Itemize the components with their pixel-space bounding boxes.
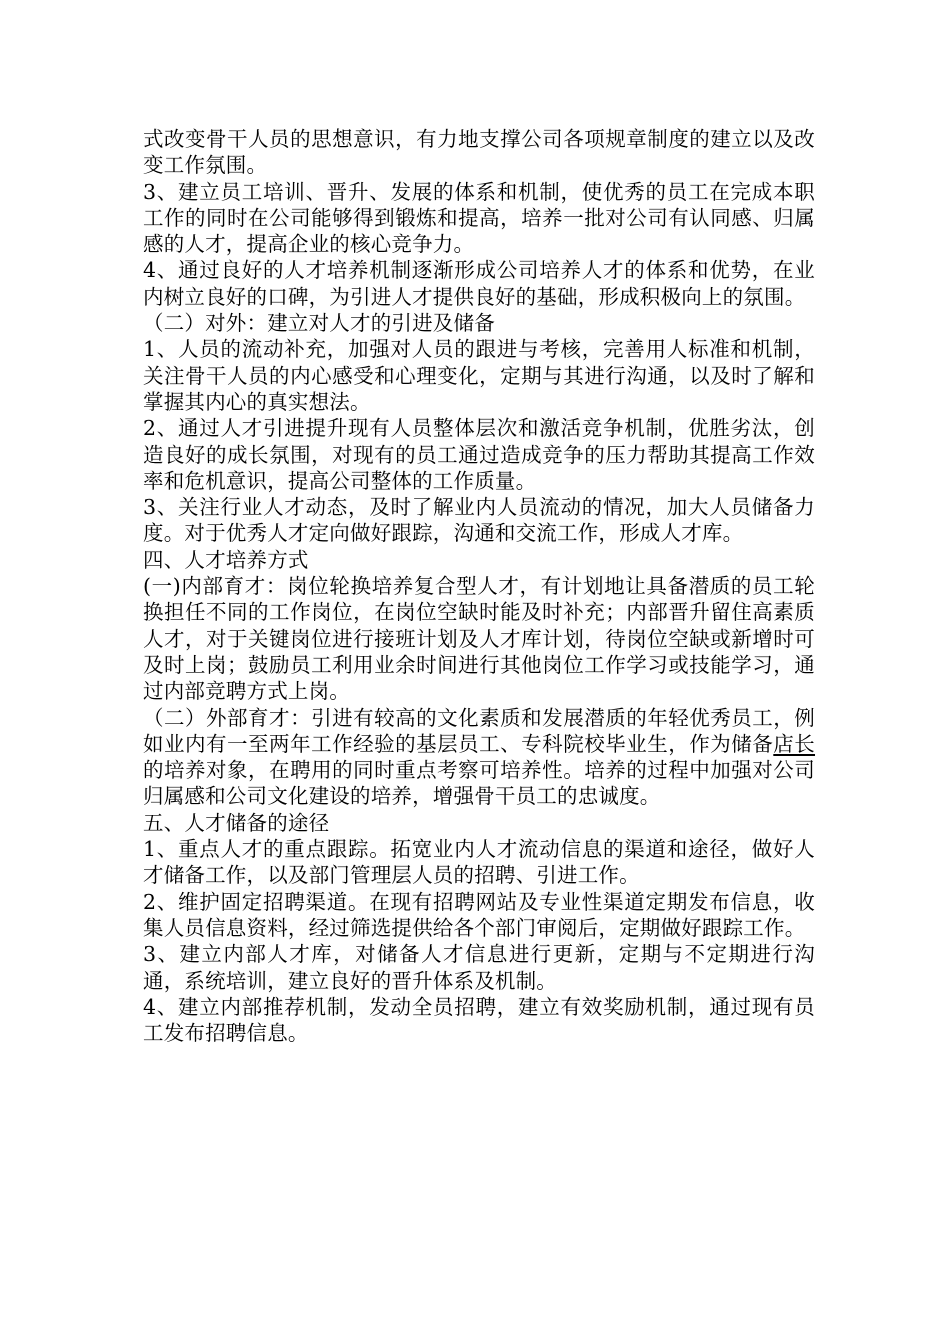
- section-heading-training-methods: 四、人才培养方式: [143, 547, 309, 572]
- store-manager-link[interactable]: 店长: [773, 731, 816, 756]
- paragraph-internal-training: (一)内部育才：岗位轮换培养复合型人才，有计划地让具备潜质的员工轮换担任不同的工作岗位，在岗位空缺时能及时补充；内部晋升留住高素质人才，对于关键岗位进行接班计划及人才库计划，待岗位空缺或新增时可及时上岗；鼓励员工利用业余时间进行其他岗位工作学习或技能学习，通过内部竞聘方式上岗。: [143, 574, 815, 704]
- paragraph-channel-2-recruitment: 2、维护固定招聘渠道。在现有招聘网站及专业性渠道定期发布信息，收集人员信息资料，经过筛选提供给各个部门审阅后，定期做好跟踪工作。: [143, 889, 815, 940]
- external-training-text-before: （二）外部育才：引进有较高的文化素质和发展潜质的年轻优秀员工，例如业内有一至两年工作经验的基层员工、专科院校毕业生，作为储备: [143, 705, 815, 756]
- paragraph-item-4-mechanism: 4、通过良好的人才培养机制逐渐形成公司培养人才的体系和优势，在业内树立良好的口碑，为引进人才提供良好的基础，形成积极向上的氛围。: [143, 258, 815, 309]
- paragraph-external-training: [143, 705, 815, 810]
- paragraph-item-1-flow: 1、人员的流动补充，加强对人员的跟进与考核，完善用人标准和机制，关注骨干人员的内心感受和心理变化，定期与其进行沟通，以及时了解和掌握其内心的真实想法。: [143, 337, 815, 414]
- section-heading-external: （二）对外：建立对人才的引进及储备: [143, 311, 495, 336]
- external-training-text-after: 的培养对象，在聘用的同时重点考察可培养性。培养的过程中加强对公司归属感和公司文化建设的培养，增强骨干员工的忠诚度。: [143, 758, 815, 809]
- paragraph-item-3-training: 3、建立员工培训、晋升、发展的体系和机制，使优秀的员工在完成本职工作的同时在公司能够得到锻炼和提高，培养一批对公司有认同感、归属感的人才，提高企业的核心竞争力。: [143, 179, 815, 257]
- section-heading-reserve-channels: 五、人才储备的途径: [143, 810, 330, 835]
- paragraph-item-2-introduction: 2、通过人才引进提升现有人员整体层次和激活竞争机制，优胜劣汰，创造良好的成长氛围，对现有的员工通过造成竞争的压力帮助其提高工作效率和危机意识，提高公司整体的工作质量。: [143, 416, 815, 493]
- paragraph-continuation: 式改变骨干人员的思想意识，有力地支撑公司各项规章制度的建立以及改变工作氛围。: [143, 127, 815, 178]
- paragraph-channel-1-tracking: 1、重点人才的重点跟踪。拓宽业内人才流动信息的渠道和途径，做好人才储备工作，以及部门管理层人员的招聘、引进工作。: [143, 837, 815, 888]
- paragraph-item-3-dynamics: 3、关注行业人才动态，及时了解业内人员流动的情况，加大人员储备力度。对于优秀人才定向做好跟踪，沟通和交流工作，形成人才库。: [143, 495, 815, 546]
- paragraph-channel-4-referral: 4、建立内部推荐机制，发动全员招聘，建立有效奖励机制，通过现有员工发布招聘信息。: [143, 994, 815, 1046]
- document-body: [143, 126, 815, 1046]
- paragraph-channel-3-talent-pool: 3、建立内部人才库，对储备人才信息进行更新，定期与不定期进行沟通，系统培训，建立良好的晋升体系及机制。: [143, 942, 815, 993]
